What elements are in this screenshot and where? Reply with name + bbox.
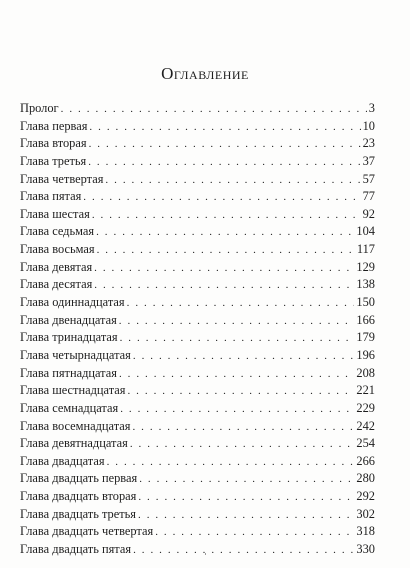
toc-entry-page-number: 280 xyxy=(356,471,375,486)
toc-entry-page-number: 208 xyxy=(356,365,375,380)
toc-entry xyxy=(20,382,375,400)
toc-entry-label: Глава восемнадцатая xyxy=(20,418,131,433)
toc-entry-label: Глава десятая xyxy=(20,277,93,292)
toc-list xyxy=(20,100,375,559)
toc-entry-page-number: 166 xyxy=(356,312,375,327)
toc-dot-leader xyxy=(92,207,361,225)
toc-entry xyxy=(20,276,375,294)
toc-entry xyxy=(20,523,375,541)
toc-entry-label: Глава двадцать вторая xyxy=(20,489,137,504)
toc-dot-leader xyxy=(139,471,354,489)
toc-entry xyxy=(20,118,375,136)
toc-entry xyxy=(20,223,375,241)
toc-entry-label: Глава первая xyxy=(20,118,88,133)
toc-entry xyxy=(20,135,375,153)
toc-entry-label: Глава двадцатая xyxy=(20,453,105,468)
toc-entry-page-number: 92 xyxy=(362,206,375,221)
toc-dot-leader xyxy=(155,524,354,542)
toc-entry xyxy=(20,329,375,347)
toc-dot-leader xyxy=(133,542,354,560)
toc-entry xyxy=(20,506,375,524)
toc-entry xyxy=(20,312,375,330)
toc-entry xyxy=(20,418,375,436)
toc-entry-page-number: 104 xyxy=(356,224,375,239)
toc-entry-page-number: 3 xyxy=(368,101,375,115)
toc-entry xyxy=(20,488,375,506)
toc-dot-leader xyxy=(61,101,367,119)
toc-dot-leader xyxy=(138,507,354,525)
toc-entry xyxy=(20,259,375,277)
toc-entry xyxy=(20,100,375,118)
toc-dot-leader xyxy=(130,436,355,454)
toc-dot-leader xyxy=(133,348,355,366)
toc-entry-label: Глава шестая xyxy=(20,206,90,221)
toc-entry-page-number: 138 xyxy=(356,277,375,292)
toc-dot-leader xyxy=(120,401,354,419)
toc-dot-leader xyxy=(119,313,355,331)
toc-entry-page-number: 292 xyxy=(356,489,375,504)
toc-entry-page-number: 266 xyxy=(356,453,375,468)
toc-entry xyxy=(20,435,375,453)
toc-entry-page-number: 302 xyxy=(356,506,375,521)
toc-dot-leader xyxy=(127,383,354,401)
toc-entry-page-number: 318 xyxy=(356,524,375,539)
toc-entry-page-number: 129 xyxy=(356,259,375,274)
toc-dot-leader xyxy=(96,224,354,242)
toc-entry-page-number: 10 xyxy=(362,118,375,133)
toc-entry xyxy=(20,294,375,312)
toc-entry-page-number: 179 xyxy=(356,330,375,345)
toc-entry xyxy=(20,188,375,206)
toc-entry xyxy=(20,153,375,171)
toc-entry-page-number: 37 xyxy=(362,153,375,168)
toc-entry-label: Пролог xyxy=(20,101,59,115)
toc-dot-leader xyxy=(89,119,360,137)
toc-dot-leader xyxy=(127,295,355,313)
toc-entry-page-number: 196 xyxy=(356,347,375,362)
toc-entry xyxy=(20,241,375,259)
toc-entry-label: Глава вторая xyxy=(20,136,87,151)
toc-entry-label: Глава семнадцатая xyxy=(20,400,119,415)
toc-dot-leader xyxy=(89,136,361,154)
toc-entry-page-number: 229 xyxy=(356,400,375,415)
toc-entry-page-number: 254 xyxy=(356,436,375,451)
toc-entry-label: Глава четырнадцатая xyxy=(20,347,131,362)
toc-title: Оглавление xyxy=(161,64,249,83)
toc-entry-page-number: 150 xyxy=(356,295,375,310)
toc-dot-leader xyxy=(119,366,354,384)
toc-entry xyxy=(20,206,375,224)
toc-entry-label: Глава двадцать четвертая xyxy=(20,524,154,539)
toc-entry xyxy=(20,171,375,189)
toc-entry-page-number: 23 xyxy=(362,136,375,151)
toc-dot-leader xyxy=(83,189,360,207)
toc-entry xyxy=(20,347,375,365)
toc-dot-leader xyxy=(132,419,354,437)
toc-entry-label: Глава двадцать третья xyxy=(20,506,136,521)
toc-entry-label: Глава пятнадцатая xyxy=(20,365,117,380)
toc-entry xyxy=(20,400,375,418)
toc-entry-label: Глава девятая xyxy=(20,259,93,274)
toc-entry-page-number: 117 xyxy=(356,242,375,257)
toc-dot-leader xyxy=(107,454,355,472)
toc-entry-page-number: 330 xyxy=(356,542,375,557)
toc-entry-label: Глава двенадцатая xyxy=(20,312,117,327)
toc-entry-label: Глава шестнадцатая xyxy=(20,383,126,398)
toc-entry-label: Глава третья xyxy=(20,153,87,168)
toc-entry-label: Глава восьмая xyxy=(20,242,95,257)
toc-entry xyxy=(20,541,375,559)
toc-entry-label: Глава тринадцатая xyxy=(20,330,118,345)
toc-dot-leader xyxy=(94,260,354,278)
toc-entry-label: Глава четвертая xyxy=(20,171,104,186)
toc-entry-label: Глава седьмая xyxy=(20,224,95,239)
toc-entry xyxy=(20,365,375,383)
toc-dot-leader xyxy=(138,489,354,507)
toc-entry xyxy=(20,470,375,488)
toc-entry-label: Глава двадцать пятая xyxy=(20,542,132,557)
toc-entry-label: Глава пятая xyxy=(20,189,82,204)
toc-entry-page-number: 221 xyxy=(356,383,375,398)
toc-entry-page-number: 57 xyxy=(362,171,375,186)
toc-dot-leader xyxy=(105,172,360,190)
toc-dot-leader xyxy=(120,330,355,348)
toc-entry-label: Глава девятнадцатая xyxy=(20,436,128,451)
toc-dot-leader xyxy=(88,154,360,172)
toc-entry-label: Глава одиннадцатая xyxy=(20,295,125,310)
toc-entry-page-number: 77 xyxy=(362,189,375,204)
toc-dot-leader xyxy=(94,277,354,295)
page-speck xyxy=(205,553,206,555)
toc-dot-leader xyxy=(97,242,355,260)
toc-entry xyxy=(20,453,375,471)
toc-entry-label: Глава двадцать первая xyxy=(20,471,138,486)
toc-entry-page-number: 242 xyxy=(356,418,375,433)
